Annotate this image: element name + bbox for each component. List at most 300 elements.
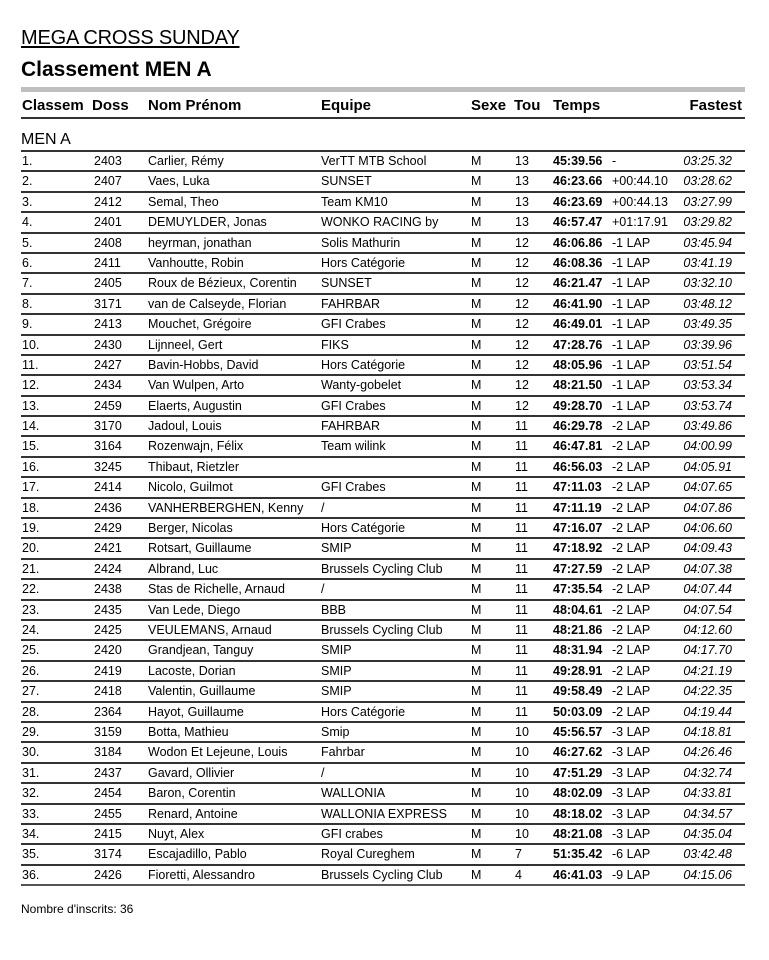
name-cell: Albrand, Luc [148, 561, 219, 576]
laps-cell: 11 [515, 480, 528, 495]
bib-cell: 3184 [94, 745, 122, 760]
team-cell: GFI Crabes [321, 480, 386, 495]
name-cell: VANHERBERGHEN, Kenny [148, 500, 304, 515]
fastest-lap-cell: 03:51.54 [683, 357, 732, 372]
laps-cell: 11 [515, 643, 528, 658]
name-cell: Elaerts, Augustin [148, 398, 242, 413]
laps-cell: 12 [515, 398, 529, 413]
laps-cell: 10 [515, 724, 529, 739]
gap-cell: -1 LAP [612, 255, 651, 270]
name-cell: Thibaut, Rietzler [148, 459, 240, 474]
team-cell: Hors Catégorie [321, 521, 406, 536]
bib-cell: 2408 [94, 235, 122, 250]
table-row [21, 497, 745, 517]
bib-cell: 2435 [94, 602, 122, 617]
team-cell: Brussels Cycling Club [321, 561, 443, 576]
laps-cell: 12 [515, 255, 529, 270]
table-row [21, 537, 745, 557]
time-cell: 47:11.19 [553, 500, 602, 515]
gap-cell: -2 LAP [612, 684, 651, 699]
table-row [21, 701, 745, 721]
sex-cell: M [471, 826, 482, 841]
laps-cell: 7 [515, 847, 522, 862]
fastest-lap-cell: 03:41.19 [683, 255, 732, 270]
sex-cell: M [471, 724, 482, 739]
registrant-count: Nombre d'inscrits: 36 [21, 902, 134, 916]
rank-cell: 3. [22, 194, 33, 209]
table-row [21, 293, 745, 313]
laps-cell: 10 [515, 826, 529, 841]
fastest-lap-cell: 03:29.82 [683, 215, 732, 230]
fastest-lap-cell: 04:15.06 [683, 867, 732, 882]
team-cell: WALLONIA [321, 786, 386, 801]
gap-cell: -2 LAP [612, 541, 651, 556]
gap-cell: -1 LAP [612, 235, 651, 250]
gap-cell: -3 LAP [612, 724, 651, 739]
laps-cell: 11 [515, 541, 528, 556]
team-cell: WONKO RACING by [321, 215, 439, 230]
table-row [21, 843, 745, 863]
time-cell: 48:02.09 [553, 786, 603, 801]
bib-cell: 2436 [94, 500, 122, 515]
table-row [21, 211, 745, 231]
name-cell: Fioretti, Alessandro [148, 867, 255, 882]
team-cell: Royal Cureghem [321, 847, 415, 862]
column-header-laps: Tou [514, 97, 541, 114]
fastest-lap-cell: 03:28.62 [683, 174, 732, 189]
bib-cell: 2401 [94, 215, 122, 230]
fastest-lap-cell: 04:33.81 [683, 786, 732, 801]
time-cell: 46:23.66 [553, 174, 603, 189]
fastest-lap-cell: 03:42.48 [683, 847, 732, 862]
team-cell: FIKS [321, 337, 349, 352]
table-row [21, 374, 745, 394]
laps-cell: 13 [515, 154, 529, 168]
table-row [21, 599, 745, 619]
bib-cell: 2414 [94, 480, 122, 495]
name-cell: Valentin, Guillaume [148, 684, 256, 699]
rank-cell: 1. [22, 154, 33, 168]
gap-cell: -2 LAP [612, 459, 651, 474]
gap-cell: -3 LAP [612, 826, 651, 841]
time-cell: 48:31.94 [553, 643, 603, 658]
laps-cell: 10 [515, 765, 529, 780]
sex-cell: M [471, 174, 482, 189]
gap-cell: +01:17.91 [612, 215, 668, 230]
sex-cell: M [471, 357, 482, 372]
fastest-lap-cell: 03:39.96 [683, 337, 732, 352]
name-cell: Grandjean, Tanguy [148, 643, 254, 658]
fastest-lap-cell: 04:07.38 [683, 561, 732, 576]
time-cell: 49:58.49 [553, 684, 603, 699]
name-cell: Lijnneel, Gert [148, 337, 223, 352]
fastest-lap-cell: 03:27.99 [683, 194, 732, 209]
rank-cell: 23. [22, 602, 40, 617]
time-cell: 46:06.86 [553, 235, 603, 250]
rank-cell: 29. [22, 724, 40, 739]
team-cell: FAHRBAR [321, 296, 381, 311]
name-cell: van de Calseyde, Florian [148, 296, 287, 311]
column-header-fastest: Fastest [689, 97, 742, 114]
name-cell: Vaes, Luka [148, 174, 210, 189]
rank-cell: 20. [22, 541, 40, 556]
rank-cell: 34. [22, 826, 40, 841]
laps-cell: 11 [515, 663, 528, 678]
rank-cell: 7. [22, 276, 33, 291]
fastest-lap-cell: 04:07.86 [683, 500, 732, 515]
time-cell: 45:56.57 [553, 724, 603, 739]
table-row [21, 170, 745, 190]
rank-cell: 26. [22, 663, 40, 678]
gap-cell: -2 LAP [612, 419, 651, 434]
bib-cell: 2430 [94, 337, 122, 352]
sex-cell: M [471, 235, 482, 250]
sex-cell: M [471, 704, 482, 719]
sex-cell: M [471, 765, 482, 780]
time-cell: 46:23.69 [553, 194, 603, 209]
gap-cell: -1 LAP [612, 317, 651, 332]
sex-cell: M [471, 296, 482, 311]
fastest-lap-cell: 04:32.74 [683, 765, 732, 780]
time-cell: 48:05.96 [553, 357, 603, 372]
time-cell: 47:18.92 [553, 541, 603, 556]
rank-cell: 21. [22, 561, 40, 576]
time-cell: 48:21.50 [553, 378, 603, 393]
laps-cell: 12 [515, 378, 529, 393]
rank-cell: 22. [22, 582, 40, 597]
rank-cell: 12. [22, 378, 40, 393]
team-cell: Hors Catégorie [321, 357, 406, 372]
time-cell: 47:27.59 [553, 561, 603, 576]
time-cell: 48:04.61 [553, 602, 603, 617]
sex-cell: M [471, 500, 482, 515]
rank-cell: 15. [22, 439, 40, 454]
laps-cell: 13 [515, 174, 529, 189]
column-header-name: Nom Prénom [148, 97, 242, 114]
time-cell: 48:18.02 [553, 806, 603, 821]
time-cell: 46:41.90 [553, 296, 603, 311]
gap-cell: -2 LAP [612, 622, 651, 637]
sex-cell: M [471, 194, 482, 209]
name-cell: Botta, Mathieu [148, 724, 229, 739]
time-cell: 47:35.54 [553, 582, 603, 597]
gap-cell: -1 LAP [612, 398, 651, 413]
laps-cell: 11 [515, 582, 528, 597]
time-cell: 46:56.03 [553, 459, 603, 474]
time-cell: 47:16.07 [553, 521, 603, 536]
table-row [21, 660, 745, 680]
name-cell: Hayot, Guillaume [148, 704, 244, 719]
gap-cell: -3 LAP [612, 806, 651, 821]
gap-cell: -2 LAP [612, 663, 651, 678]
gap-cell: -2 LAP [612, 643, 651, 658]
bib-cell: 2421 [94, 541, 122, 556]
table-row [21, 313, 745, 333]
rank-cell: 8. [22, 296, 33, 311]
team-cell: GFI Crabes [321, 317, 386, 332]
name-cell: Vanhoutte, Robin [148, 255, 244, 270]
team-cell: SUNSET [321, 276, 372, 291]
team-cell: FAHRBAR [321, 419, 381, 434]
table-row [21, 334, 745, 354]
fastest-lap-cell: 03:49.35 [683, 317, 732, 332]
gap-cell: - [612, 154, 617, 168]
laps-cell: 11 [515, 439, 528, 454]
time-cell: 48:21.08 [553, 826, 603, 841]
laps-cell: 11 [515, 419, 528, 434]
time-cell: 46:41.03 [553, 867, 603, 882]
laps-cell: 12 [515, 235, 529, 250]
sex-cell: M [471, 419, 482, 434]
bib-cell: 2434 [94, 378, 122, 393]
rank-cell: 33. [22, 806, 40, 821]
table-row [21, 456, 745, 476]
team-cell: BBB [321, 602, 347, 617]
table-row [21, 191, 745, 211]
team-cell: SMIP [321, 663, 352, 678]
name-cell: Carlier, Rémy [148, 154, 224, 168]
rank-cell: 9. [22, 317, 33, 332]
team-cell: Hors Catégorie [321, 704, 406, 719]
rank-cell: 18. [22, 500, 40, 515]
table-row [21, 354, 745, 374]
time-cell: 46:27.62 [553, 745, 603, 760]
table-row [21, 762, 745, 782]
gap-cell: +00:44.10 [612, 174, 668, 189]
sex-cell: M [471, 541, 482, 556]
rank-cell: 17. [22, 480, 40, 495]
laps-cell: 12 [515, 337, 529, 352]
name-cell: Wodon Et Lejeune, Louis [148, 745, 288, 760]
group-label: MEN A [21, 131, 71, 148]
name-cell: Gavard, Ollivier [148, 765, 235, 780]
gap-cell: -2 LAP [612, 561, 651, 576]
sex-cell: M [471, 684, 482, 699]
team-cell: Smip [321, 724, 350, 739]
rank-cell: 30. [22, 745, 40, 760]
sex-cell: M [471, 276, 482, 291]
bib-cell: 2413 [94, 317, 122, 332]
bib-cell: 3245 [94, 459, 122, 474]
table-row [21, 435, 745, 455]
name-cell: Mouchet, Grégoire [148, 317, 252, 332]
results-table [21, 150, 745, 886]
time-cell: 51:35.42 [553, 847, 603, 862]
gap-cell: -1 LAP [612, 296, 651, 311]
gap-cell: -1 LAP [612, 276, 651, 291]
sex-cell: M [471, 847, 482, 862]
sex-cell: M [471, 806, 482, 821]
sex-cell: M [471, 582, 482, 597]
bib-cell: 2426 [94, 867, 122, 882]
bib-cell: 2429 [94, 521, 122, 536]
bib-cell: 2455 [94, 806, 122, 821]
time-cell: 50:03.09 [553, 704, 603, 719]
fastest-lap-cell: 04:06.60 [683, 521, 732, 536]
team-cell: GFI crabes [321, 826, 383, 841]
bib-cell: 3159 [94, 724, 122, 739]
bib-cell: 3174 [94, 847, 122, 862]
column-header-sex: Sexe [471, 97, 507, 114]
gap-cell: -3 LAP [612, 745, 651, 760]
gap-cell: -2 LAP [612, 704, 651, 719]
bib-cell: 2459 [94, 398, 122, 413]
team-cell: VerTT MTB School [321, 154, 427, 168]
fastest-lap-cell: 04:12.60 [683, 622, 732, 637]
time-cell: 49:28.91 [553, 663, 603, 678]
name-cell: Lacoste, Dorian [148, 663, 236, 678]
table-row [21, 272, 745, 292]
gap-cell: -2 LAP [612, 602, 651, 617]
fastest-lap-cell: 04:00.99 [683, 439, 732, 454]
gap-cell: -2 LAP [612, 582, 651, 597]
time-cell: 46:21.47 [553, 276, 603, 291]
sex-cell: M [471, 398, 482, 413]
laps-cell: 12 [515, 317, 529, 332]
laps-cell: 12 [515, 357, 529, 372]
gap-cell: -1 LAP [612, 378, 651, 393]
table-row [21, 558, 745, 578]
time-cell: 47:51.29 [553, 765, 603, 780]
bib-cell: 3164 [94, 439, 122, 454]
bib-cell: 2420 [94, 643, 122, 658]
bib-cell: 2424 [94, 561, 122, 576]
rank-cell: 16. [22, 459, 40, 474]
bib-cell: 2407 [94, 174, 122, 189]
laps-cell: 11 [515, 459, 528, 474]
fastest-lap-cell: 03:53.34 [683, 378, 732, 393]
laps-cell: 11 [515, 602, 528, 617]
team-cell: SMIP [321, 643, 352, 658]
time-cell: 48:21.86 [553, 622, 603, 637]
bib-cell: 2419 [94, 663, 122, 678]
sex-cell: M [471, 255, 482, 270]
sex-cell: M [471, 154, 482, 168]
header-divider-bar [21, 87, 745, 92]
fastest-lap-cell: 03:32.10 [683, 276, 732, 291]
sex-cell: M [471, 561, 482, 576]
name-cell: Berger, Nicolas [148, 521, 233, 536]
name-cell: Rotsart, Guillaume [148, 541, 252, 556]
sex-cell: M [471, 663, 482, 678]
fastest-lap-cell: 04:05.91 [683, 459, 732, 474]
table-row [21, 395, 745, 415]
rank-cell: 35. [22, 847, 40, 862]
sex-cell: M [471, 480, 482, 495]
rank-cell: 5. [22, 235, 33, 250]
bib-cell: 2425 [94, 622, 122, 637]
name-cell: DEMUYLDER, Jonas [148, 215, 267, 230]
laps-cell: 12 [515, 276, 529, 291]
rank-cell: 32. [22, 786, 40, 801]
gap-cell: -6 LAP [612, 847, 651, 862]
sex-cell: M [471, 317, 482, 332]
laps-cell: 10 [515, 745, 529, 760]
fastest-lap-cell: 04:21.19 [683, 663, 732, 678]
table-row [21, 578, 745, 598]
fastest-lap-cell: 03:48.12 [683, 296, 732, 311]
team-cell: Brussels Cycling Club [321, 622, 443, 637]
rank-cell: 27. [22, 684, 40, 699]
gap-cell: -1 LAP [612, 357, 651, 372]
bib-cell: 2438 [94, 582, 122, 597]
time-cell: 46:49.01 [553, 317, 603, 332]
time-cell: 46:47.81 [553, 439, 603, 454]
name-cell: Jadoul, Louis [148, 419, 222, 434]
column-header-rank: Classem [22, 97, 84, 114]
classification-title: Classement MEN A [21, 58, 212, 81]
gap-cell: +00:44.13 [612, 194, 668, 209]
team-cell: Hors Catégorie [321, 255, 406, 270]
table-header [21, 95, 745, 119]
laps-cell: 11 [515, 622, 528, 637]
bib-cell: 2412 [94, 194, 122, 209]
rank-cell: 36. [22, 867, 40, 882]
bib-cell: 2418 [94, 684, 122, 699]
column-header-bib: Doss [92, 97, 129, 114]
name-cell: Nicolo, Guilmot [148, 480, 233, 495]
gap-cell: -2 LAP [612, 439, 651, 454]
laps-cell: 11 [515, 684, 528, 699]
fastest-lap-cell: 04:07.65 [683, 480, 732, 495]
laps-cell: 4 [515, 867, 522, 882]
gap-cell: -2 LAP [612, 480, 651, 495]
laps-cell: 11 [515, 521, 528, 536]
fastest-lap-cell: 03:49.86 [683, 419, 732, 434]
sex-cell: M [471, 745, 482, 760]
table-row [21, 252, 745, 272]
table-row [21, 721, 745, 741]
rank-cell: 25. [22, 643, 40, 658]
rank-cell: 11. [22, 357, 39, 372]
fastest-lap-cell: 04:18.81 [683, 724, 732, 739]
table-row [21, 680, 745, 700]
bib-cell: 2415 [94, 826, 122, 841]
sex-cell: M [471, 622, 482, 637]
team-cell: GFI Crabes [321, 398, 386, 413]
name-cell: Bavin-Hobbs, David [148, 357, 259, 372]
time-cell: 47:28.76 [553, 337, 603, 352]
time-cell: 47:11.03 [553, 480, 602, 495]
team-cell: Brussels Cycling Club [321, 867, 443, 882]
name-cell: Semal, Theo [148, 194, 219, 209]
time-cell: 45:39.56 [553, 154, 603, 168]
name-cell: VEULEMANS, Arnaud [148, 622, 272, 637]
bib-cell: 3170 [94, 419, 122, 434]
team-cell: Solis Mathurin [321, 235, 401, 250]
rank-cell: 10. [22, 337, 40, 352]
laps-cell: 10 [515, 806, 529, 821]
team-cell: SUNSET [321, 174, 372, 189]
sex-cell: M [471, 337, 482, 352]
name-cell: Baron, Corentin [148, 786, 236, 801]
sex-cell: M [471, 459, 482, 474]
team-cell: Team wilink [321, 439, 386, 454]
laps-cell: 11 [515, 500, 528, 515]
name-cell: Van Lede, Diego [148, 602, 241, 617]
laps-cell: 11 [515, 561, 528, 576]
sex-cell: M [471, 439, 482, 454]
name-cell: Stas de Richelle, Arnaud [148, 582, 285, 597]
laps-cell: 12 [515, 296, 529, 311]
laps-cell: 11 [515, 704, 528, 719]
table-row [21, 803, 745, 823]
time-cell: 46:29.78 [553, 419, 603, 434]
time-cell: 49:28.70 [553, 398, 603, 413]
fastest-lap-cell: 04:22.35 [683, 684, 732, 699]
table-row [21, 150, 745, 170]
rank-cell: 14. [22, 419, 40, 434]
